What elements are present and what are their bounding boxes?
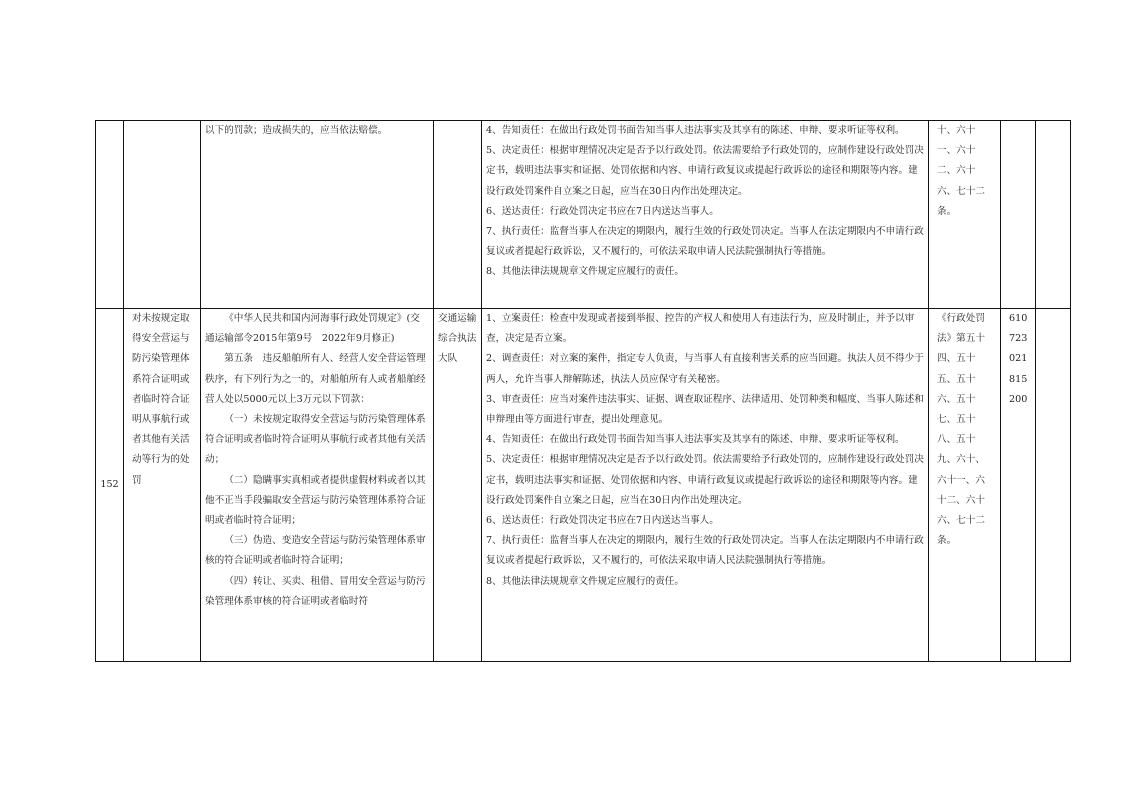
duty-item: 4、告知责任：在做出行政处罚书面告知当事人违法事实及其享有的陈述、申辩、要求听证等权利。 bbox=[486, 434, 905, 446]
department-cell bbox=[434, 121, 482, 309]
remark-cell bbox=[1036, 121, 1071, 309]
basis-subitem: （二）隐瞒事实真相或者提供虚假材料或者以其他不正当手段骗取安全营运与防污染管理体系符合证明或者临时符合证明； bbox=[205, 474, 426, 527]
item-name-text: 对未按规定取得安全营运与防污染管理体系符合证明或者临时符合证明从事航行或者其他有关活动等行为的处罚 bbox=[132, 313, 190, 486]
basis-source: 《中华人民共和国内河海事行政处罚规定》(交通运输部令2015年第9号 2022年9月修正) bbox=[205, 313, 420, 345]
duty-item: 2、调查责任：对立案的案件，指定专人负责，与当事人有直接利害关系的应当回避。执法人员不得少于两人，允许当事人辩解陈述，执法人员应保守有关秘密。 bbox=[486, 353, 924, 385]
basis-article: 第五条 违反船舶所有人、经营人安全营运管理秩序，有下列行为之一的，对船舶所有人或者船舶经营人处以5000元以上3万元以下罚款： bbox=[205, 353, 426, 405]
duties-cell bbox=[482, 121, 929, 309]
seq-number: 152 bbox=[100, 479, 119, 490]
department-text: 交通运输综合执法大队 bbox=[438, 313, 477, 365]
seq-cell bbox=[96, 121, 124, 309]
duty-item: 7、执行责任：监督当事人在决定的期限内，履行生效的行政处罚决定。当事人在法定期限内不申请行政复议或者提起行政诉讼，又不履行的，可依法采取申请人民法院强制执行等措施。 bbox=[486, 535, 924, 567]
duty-item: 3、审查责任：应当对案件违法事实、证据、调查取证程序、法律适用、处罚种类和幅度、当事人陈述和申辩理由等方面进行审查，提出处理意见。 bbox=[486, 393, 924, 426]
basis-tail-text: 以下的罚款；造成损失的，应当依法赔偿。 bbox=[205, 125, 388, 136]
item-name-cell bbox=[124, 121, 201, 309]
table-row-previous bbox=[96, 121, 1071, 309]
code-text: 610723021815200 bbox=[1009, 313, 1028, 405]
department-cell bbox=[434, 309, 482, 662]
duty-item: 5、决定责任：根据审理情况决定是否予以行政处罚。依法需要给予行政处罚的，应制作建设行政处罚决定书，载明违法事实和证据、处罚依据和内容、申请行政复议或提起行政诉讼的途径和期限等内容。建设行政处罚案件自立案之日起，应当在30日内作出处理决定。 bbox=[486, 454, 924, 506]
accountability-text: 《行政处罚法》第五十四、五十五、五十六、五十七、五十八、五十九、六十、六十一、六十二、六十六、七十二条。 bbox=[937, 313, 985, 547]
code-cell bbox=[1001, 121, 1036, 309]
remark-cell bbox=[1036, 309, 1071, 662]
accountability-tail-text: 十、六十一、六十二、六十六、七十二条。 bbox=[937, 125, 985, 217]
duty-item: 4、告知责任：在做出行政处罚书面告知当事人违法事实及其享有的陈述、申辩、要求听证等权利。 bbox=[486, 125, 905, 136]
basis-cell bbox=[201, 121, 434, 309]
duties-cell bbox=[482, 309, 929, 662]
duty-item: 7、执行责任：监督当事人在决定的期限内，履行生效的行政处罚决定。当事人在法定期限内不申请行政复议或者提起行政诉讼，又不履行的，可依法采取申请人民法院强制执行等措施。 bbox=[486, 226, 924, 258]
seq-cell bbox=[96, 309, 124, 662]
duty-item: 6、送达责任：行政处罚决定书应在7日内送达当事人。 bbox=[486, 205, 719, 217]
duty-item: 1、立案责任：检查中发现或者接到举报、控告的产权人和使用人有违法行为，应及时制止，并予以审查，决定是否立案。 bbox=[486, 313, 915, 345]
basis-subitem: （三）伪造、变造安全营运与防污染管理体系审核的符合证明或者临时符合证明； bbox=[205, 535, 426, 567]
duty-item: 6、送达责任：行政处罚决定书应在7日内送达当事人。 bbox=[486, 515, 719, 527]
basis-subitem: （一）未按规定取得安全营运与防污染管理体系符合证明或者临时符合证明从事航行或者其他有关活动； bbox=[205, 414, 426, 466]
power-list-table bbox=[95, 120, 1071, 662]
duty-item: 8、其他法律法规规章文件规定应履行的责任。 bbox=[486, 266, 684, 278]
table-row-152 bbox=[96, 309, 1071, 662]
accountability-cell bbox=[929, 309, 1001, 662]
basis-subitem: （四）转让、买卖、租借、冒用安全营运与防污染管理体系审核的符合证明或者临时符 bbox=[205, 575, 426, 607]
code-cell bbox=[1001, 309, 1036, 662]
accountability-cell bbox=[929, 121, 1001, 309]
basis-cell bbox=[201, 309, 434, 662]
item-name-cell bbox=[124, 309, 201, 662]
duty-item: 8、其他法律法规规章文件规定应履行的责任。 bbox=[486, 575, 684, 587]
duty-item: 5、决定责任：根据审理情况决定是否予以行政处罚。依法需要给予行政处罚的，应制作建设行政处罚决定书，载明违法事实和证据、处罚依据和内容、申请行政复议或提起行政诉讼的途径和期限等内容。建设行政处罚案件自立案之日起，应当在30日内作出处理决定。 bbox=[486, 145, 924, 197]
